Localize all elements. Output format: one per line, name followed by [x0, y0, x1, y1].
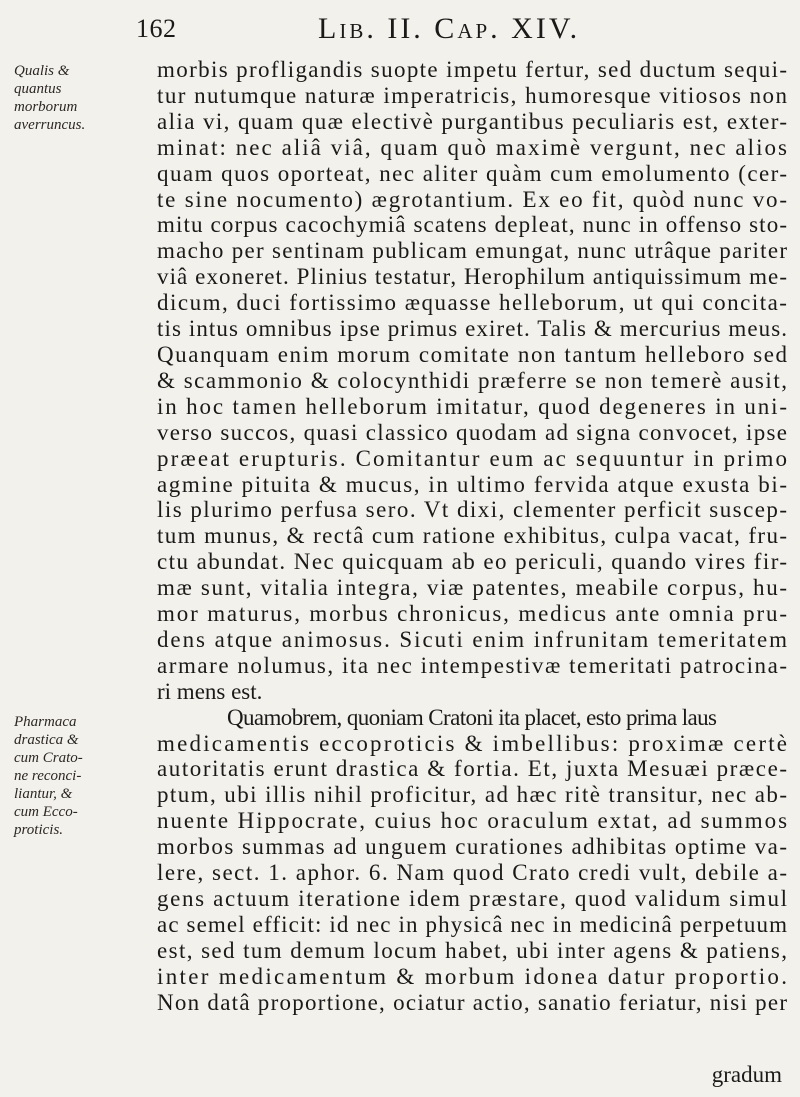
margin-note-line: cum Ecco- [14, 804, 78, 820]
text-line: est, sed tum demum locum habet, ubi inter agens & patiens, [157, 937, 789, 963]
text-line: dens atque animosus. Sicuti enim infrunitam temeritatem [157, 626, 789, 652]
text-line: Quamobrem, quoniam Cratoni ita placet, esto prima laus [227, 704, 717, 730]
text-line: viâ exoneret. Plinius testatur, Herophilum antiquissimum me- [157, 264, 789, 290]
body-text [157, 57, 790, 1016]
text-line: ptum, ubi illis nihil proficitur, ad hæc ritè transitur, nec ab- [157, 782, 789, 808]
text-line: præeat erupturis. Comitantur eum ac sequuntur in primo [157, 445, 790, 471]
text-line: minat: nec aliâ viâ, quam quò maximè vergunt, nec alios [157, 134, 790, 160]
text-line: ctu abundat. Nec quicquam ab eo periculi, quando vires fir- [157, 549, 789, 575]
text-line: in hoc tamen helleborum imitatur, quod degeneres in uni- [157, 393, 789, 419]
text-line: morbos summas ad unguem curationes adhibitas optime va- [157, 834, 789, 860]
text-line: tis intus omnibus ipse primus exiret. Talis & mercurius meus. [157, 316, 789, 342]
page-number: 162 [136, 14, 177, 43]
text-line: nuente Hippocrate, cuius hoc oraculum extat, ad summos [157, 808, 789, 834]
margin-note-2 [14, 713, 134, 839]
text-line: autoritatis erunt drastica & fortia. Et, juxta Mesuæi præce- [157, 756, 789, 782]
page-header [0, 12, 800, 46]
text-line: mitu corpus cacochymiâ scatens depleat, nunc in offenso sto- [157, 212, 789, 238]
text-line: armare nolumus, ita nec intempestivæ temeritati patrocina- [157, 652, 789, 678]
text-line: ri mens est. [157, 678, 263, 704]
text-line: tur nutumque naturæ imperatricis, humoresque vitiosos non [157, 82, 789, 108]
text-line: quam quos oporteat, nec aliter quàm cum emolumento (cer- [157, 160, 789, 186]
margin-note-line: ne reconci- [14, 768, 82, 784]
text-line: & scammonio & colocynthidi præferre se non temerè ausit, [157, 367, 789, 393]
text-line: agmine pituita & mucus, in ultimo fervida atque exusta bi- [157, 471, 789, 497]
text-line: mæ sunt, vitalia integra, viæ patentes, meabile corpus, hu- [157, 575, 789, 601]
text-line: gens actuum iteratione idem præstare, quod validum simul [157, 886, 789, 911]
margin-note-line: Qualis & [14, 63, 70, 79]
margin-note-line: morborum [14, 99, 78, 115]
text-line: lere, sect. 1. aphor. 6. Nam quod Crato credi vult, debile a- [157, 860, 789, 886]
margin-note-line: cum Crato- [14, 750, 83, 766]
text-line: dicum, duci fortissimo æquasse helleborum, ut qui concita- [157, 290, 789, 316]
text-line: alia vi, quam quæ electivè purgantibus peculiaris est, exter- [157, 108, 789, 134]
text-line: Non datâ proportione, ociatur actio, sanatio feriatur, nisi per [157, 989, 789, 1015]
margin-note-line: averruncus. [14, 117, 86, 133]
margin-note-line: proticis. [14, 822, 64, 838]
text-line: inter medicamentum & morbum idonea datur proportio. [157, 963, 790, 989]
text-line: Quanquam enim morum comitate non tantum helleboro sed [157, 341, 789, 367]
text-line: te sine nocumento) ægrotantium. Ex eo fit, quòd nunc vo- [157, 186, 789, 212]
text-line: mor maturus, morbus chronicus, medicus ante omnia pru- [157, 601, 789, 627]
text-line: lis plurimo perfusa sero. Vt dixi, clementer perficit suscep- [157, 497, 789, 523]
margin-note-line: quantus [14, 81, 62, 97]
margin-note-line: drastica & [14, 732, 79, 748]
margin-note-line: Pharmaca [14, 714, 77, 730]
text-line: tum munus, & rectâ cum ratione exhibitus, culpa vacat, fru- [157, 523, 789, 549]
text-line: medicamentis eccoproticis & imbellibus: proximæ certè [157, 730, 790, 756]
running-head: Lib. II. Cap. XIV. [318, 12, 581, 45]
margin-note-line: liantur, & [14, 786, 73, 802]
text-line: morbis profligandis suopte impetu fertur, sed ductum sequi- [157, 57, 789, 82]
text-line: verso succos, quasi classico quodam ad signa convocet, ipse [157, 419, 789, 445]
text-line: macho per sentinam publicam emungat, nunc utrâque pariter [157, 238, 789, 264]
margin-note-1 [14, 62, 134, 134]
text-line: ac semel efficit: id nec in physicâ nec in medicinâ perpetuum [157, 911, 789, 937]
catchword: gradum [711, 1062, 782, 1087]
